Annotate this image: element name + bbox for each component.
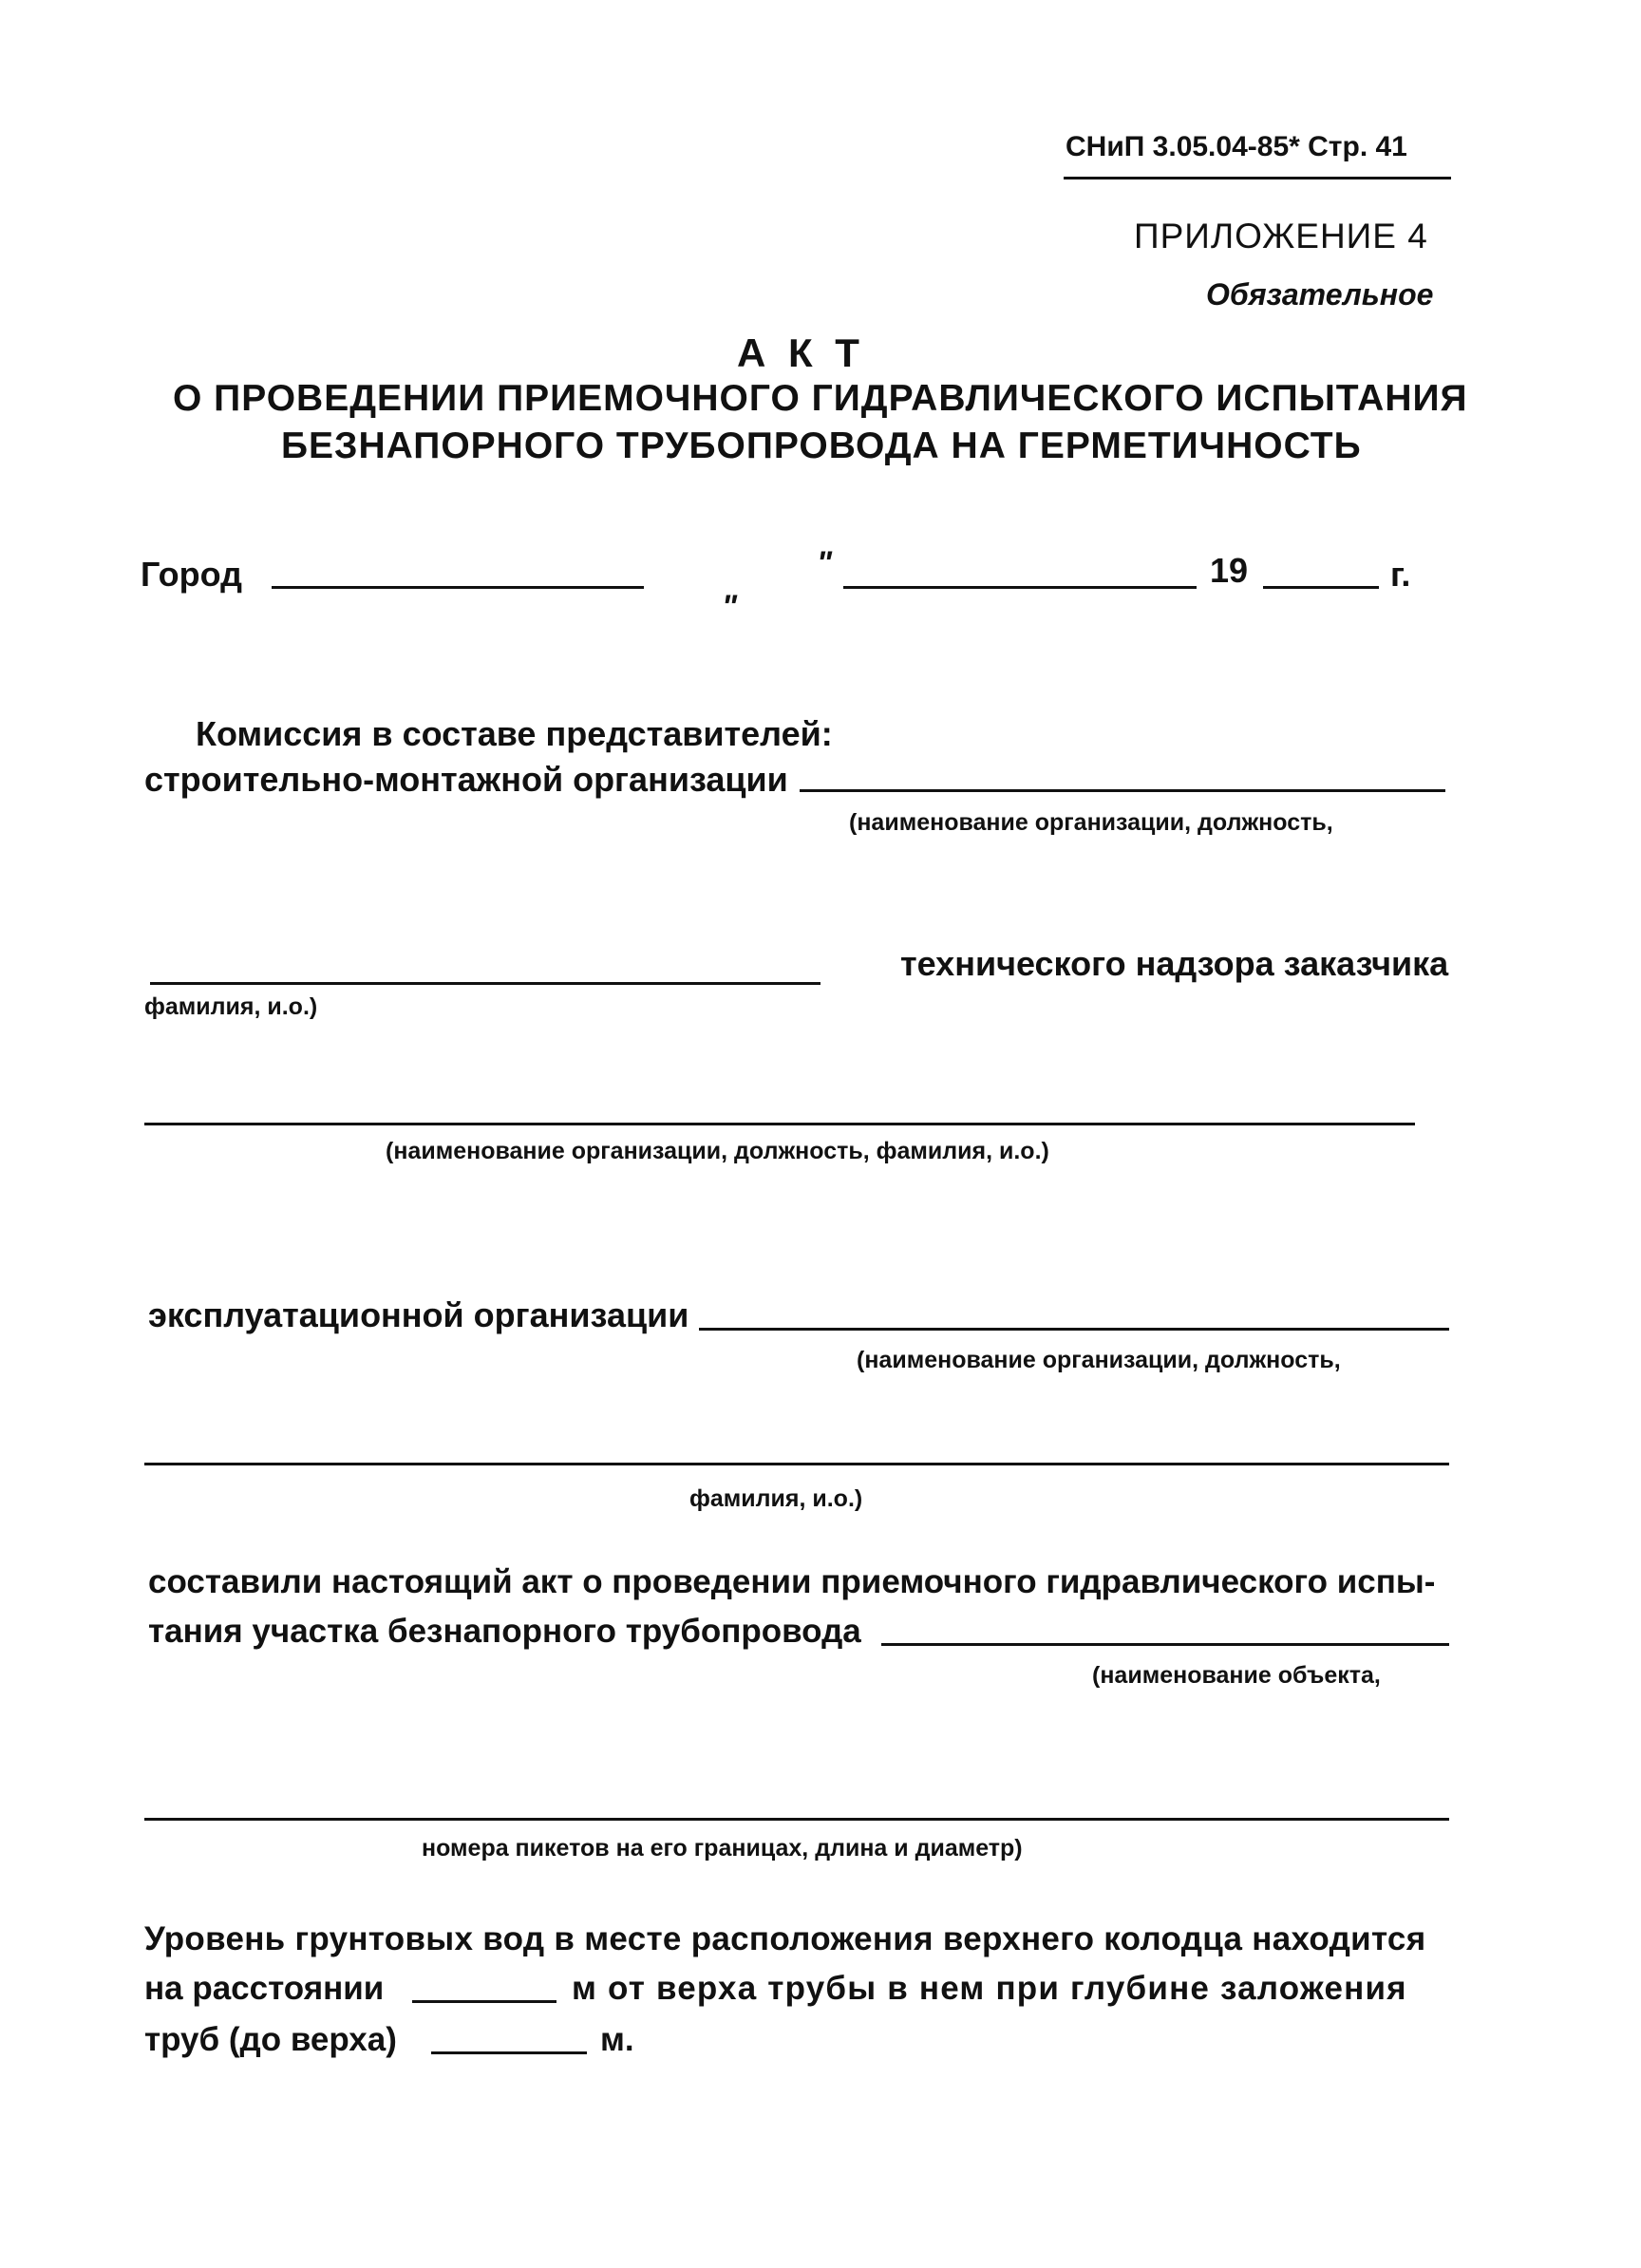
construction-org-line	[800, 789, 1445, 792]
caption-full: (наименование организации, должность, фамилия, и.о.)	[386, 1138, 1049, 1164]
year-prefix: 19	[1210, 551, 1249, 590]
document-code: СНиП 3.05.04-85* Стр. 41	[1066, 131, 1407, 162]
operating-org-line-2	[144, 1463, 1449, 1465]
date-field-line	[843, 586, 1197, 589]
tech-supervision-label: технического надзора заказчика	[900, 944, 1449, 983]
statement-line2: тания участка безнапорного трубопровода	[148, 1613, 861, 1650]
act-subtitle-line2: БЕЗНАПОРНОГО ТРУБОПРОВОДА НА ГЕРМЕТИЧНОСТЬ	[281, 425, 1362, 466]
object-field-line	[881, 1643, 1449, 1646]
appendix-label: ПРИЛОЖЕНИЕ 4	[1134, 217, 1428, 255]
city-label: Город	[141, 555, 242, 594]
city-field-line	[272, 586, 644, 589]
caption-name-end: фамилия, и.о.)	[144, 993, 318, 1020]
statement-line1: составили настоящий акт о проведении приемочного гидравлического испы-	[148, 1563, 1436, 1600]
groundwater-line2-a: на расстоянии	[144, 1970, 385, 2007]
groundwater-line3-a: труб (до верха)	[144, 2021, 397, 2058]
mandatory-label: Обязательное	[1206, 277, 1434, 312]
operating-org-label: эксплуатационной организации	[148, 1295, 689, 1334]
operating-org-line	[699, 1328, 1449, 1331]
pickets-field-line	[144, 1818, 1449, 1821]
caption-object: (наименование объекта,	[1092, 1662, 1381, 1689]
construction-org-line-2	[150, 982, 820, 985]
year-suffix: г.	[1390, 555, 1411, 594]
act-subtitle-line1: О ПРОВЕДЕНИИ ПРИЕМОЧНОГО ГИДРАВЛИЧЕСКОГО ИСПЫТАНИЯ	[173, 378, 1468, 419]
header-underline	[1064, 177, 1451, 180]
act-title: А К Т	[737, 331, 865, 375]
caption-pickets: номера пикетов на его границах, длина и диаметр)	[422, 1835, 1023, 1862]
caption-name-end-2: фамилия, и.о.)	[689, 1485, 863, 1512]
tech-supervision-line	[144, 1123, 1415, 1125]
caption-org-position: (наименование организации, должность,	[849, 809, 1333, 836]
year-field-line	[1263, 586, 1379, 589]
groundwater-line3-b: м.	[600, 2021, 634, 2058]
groundwater-line2-b: м от верха трубы в нем при глубине заложения	[572, 1970, 1407, 2007]
commission-intro: Комиссия в составе представителей:	[196, 714, 833, 753]
construction-org-label: строительно-монтажной организации	[144, 760, 788, 799]
depth-field-line	[431, 2051, 587, 2054]
distance-field-line	[412, 2000, 556, 2003]
groundwater-line1: Уровень грунтовых вод в месте расположения верхнего колодца находится	[144, 1920, 1426, 1957]
quote-open: "	[722, 589, 738, 625]
caption-org-position-2: (наименование организации, должность,	[857, 1347, 1341, 1373]
quote-close: "	[817, 545, 833, 581]
